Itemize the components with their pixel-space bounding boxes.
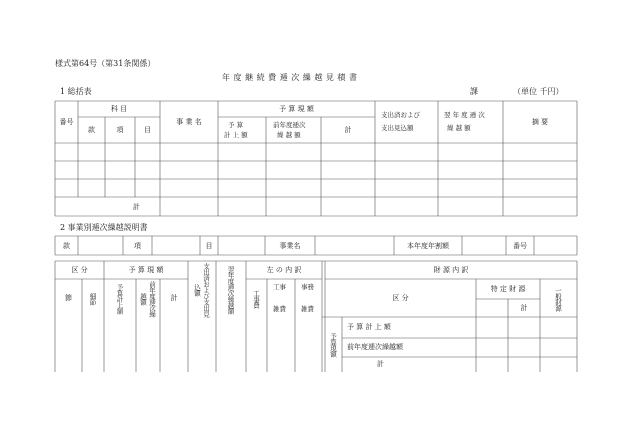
header-kan: 款	[88, 126, 95, 134]
header-zennendo-1: 前年度逓次	[273, 121, 306, 129]
section1-unit: （単位 千円）	[513, 87, 564, 96]
s2-header-shishutsu: 支出済および支出見込額	[193, 263, 210, 317]
s2-header-kojihi: 工事費	[252, 290, 260, 308]
s2-header-zaigen-uchiwake: 財 源 内 訳	[433, 266, 469, 274]
header-yosan-keijo-1: 予 算	[228, 121, 244, 129]
header-bango: 番号	[59, 118, 74, 126]
s2-header-kei: 計	[170, 294, 178, 302]
header-shishutsu-2: 支出見込額	[381, 124, 414, 132]
section2-label: 2 事業別逓次繰越説明書	[60, 223, 148, 232]
header-zennendo-2: 繰 越 額	[277, 131, 301, 139]
s2-header-ippan-zaigen: 一般財源	[554, 287, 562, 311]
section1-ka: 課	[470, 87, 478, 96]
top-kou: 項	[134, 241, 141, 250]
s2-header-zennendo: 前年度逓次繰越額	[139, 281, 156, 317]
header-moku: 目	[144, 126, 151, 134]
s2-header-kubun: 区 分	[71, 266, 88, 274]
section1-label: 1 総括表	[60, 87, 92, 96]
header-yokunendo-1: 翌 年 度 逓 次	[444, 111, 485, 119]
header-yosan-keijo-2: 計 上 額	[224, 131, 248, 139]
top-bango: 番号	[513, 241, 527, 250]
s2-header-setsu: 節	[65, 294, 72, 302]
s2-row-zennendo: 前年度逓次繰越額	[347, 343, 403, 351]
top-jigyomei: 事業名	[279, 241, 301, 250]
s2-header-hidari-uchiwake: 左 の 内 訳	[266, 266, 302, 274]
form-title: 年 度 継 続 費 逓 次 繰 越 見 積 書	[222, 73, 358, 82]
form-number: 様式第64号（第31条関係）	[55, 59, 156, 68]
top-kan: 款	[63, 241, 70, 250]
s2-header-saisetsu: 細節	[88, 293, 97, 305]
section1-total-label: 計	[133, 202, 140, 211]
s2-header-kei2: 計	[520, 304, 528, 312]
header-kou: 項	[116, 126, 124, 134]
s2-header-yosan-keijo: 予算計上額	[115, 284, 124, 314]
s2-header-jimu-zappi-1: 事務	[301, 283, 314, 291]
s2-yosan-gengaku-vertical: 予算現額	[329, 333, 337, 357]
header-tekiyo: 摘 要	[531, 118, 549, 126]
s2-header-koji-zappi-2: 雑費	[273, 305, 286, 313]
s2-header-jimu-zappi-2: 雑費	[301, 305, 314, 313]
s2-row-yosan-keijo: 予 算 計 上 額	[347, 323, 391, 331]
top-moku: 目	[205, 241, 213, 250]
s2-header-yosan-gengaku: 予 算 現 額	[128, 266, 164, 274]
s2-header-tokutei-zaigen: 特 定 財 源	[490, 285, 526, 293]
header-shishutsu-1: 支出済および	[381, 111, 420, 119]
header-kei: 計	[344, 126, 352, 134]
header-yosan-gengaku: 予 算 現 額	[279, 105, 314, 113]
s2-header-kubun2: 区 分	[392, 294, 409, 302]
header-yokunendo-2: 繰 越 額	[447, 124, 471, 132]
top-honnendo: 本年度年割額	[407, 241, 449, 250]
s2-header-koji-zappi-1: 工事	[273, 283, 286, 291]
header-kamoku: 科 目	[110, 105, 128, 113]
header-jigyomei: 事 業 名	[176, 118, 202, 126]
s2-header-yokunendo: 翌年度逓次繰越額	[226, 266, 235, 314]
s2-row-kei: 計	[377, 360, 384, 368]
